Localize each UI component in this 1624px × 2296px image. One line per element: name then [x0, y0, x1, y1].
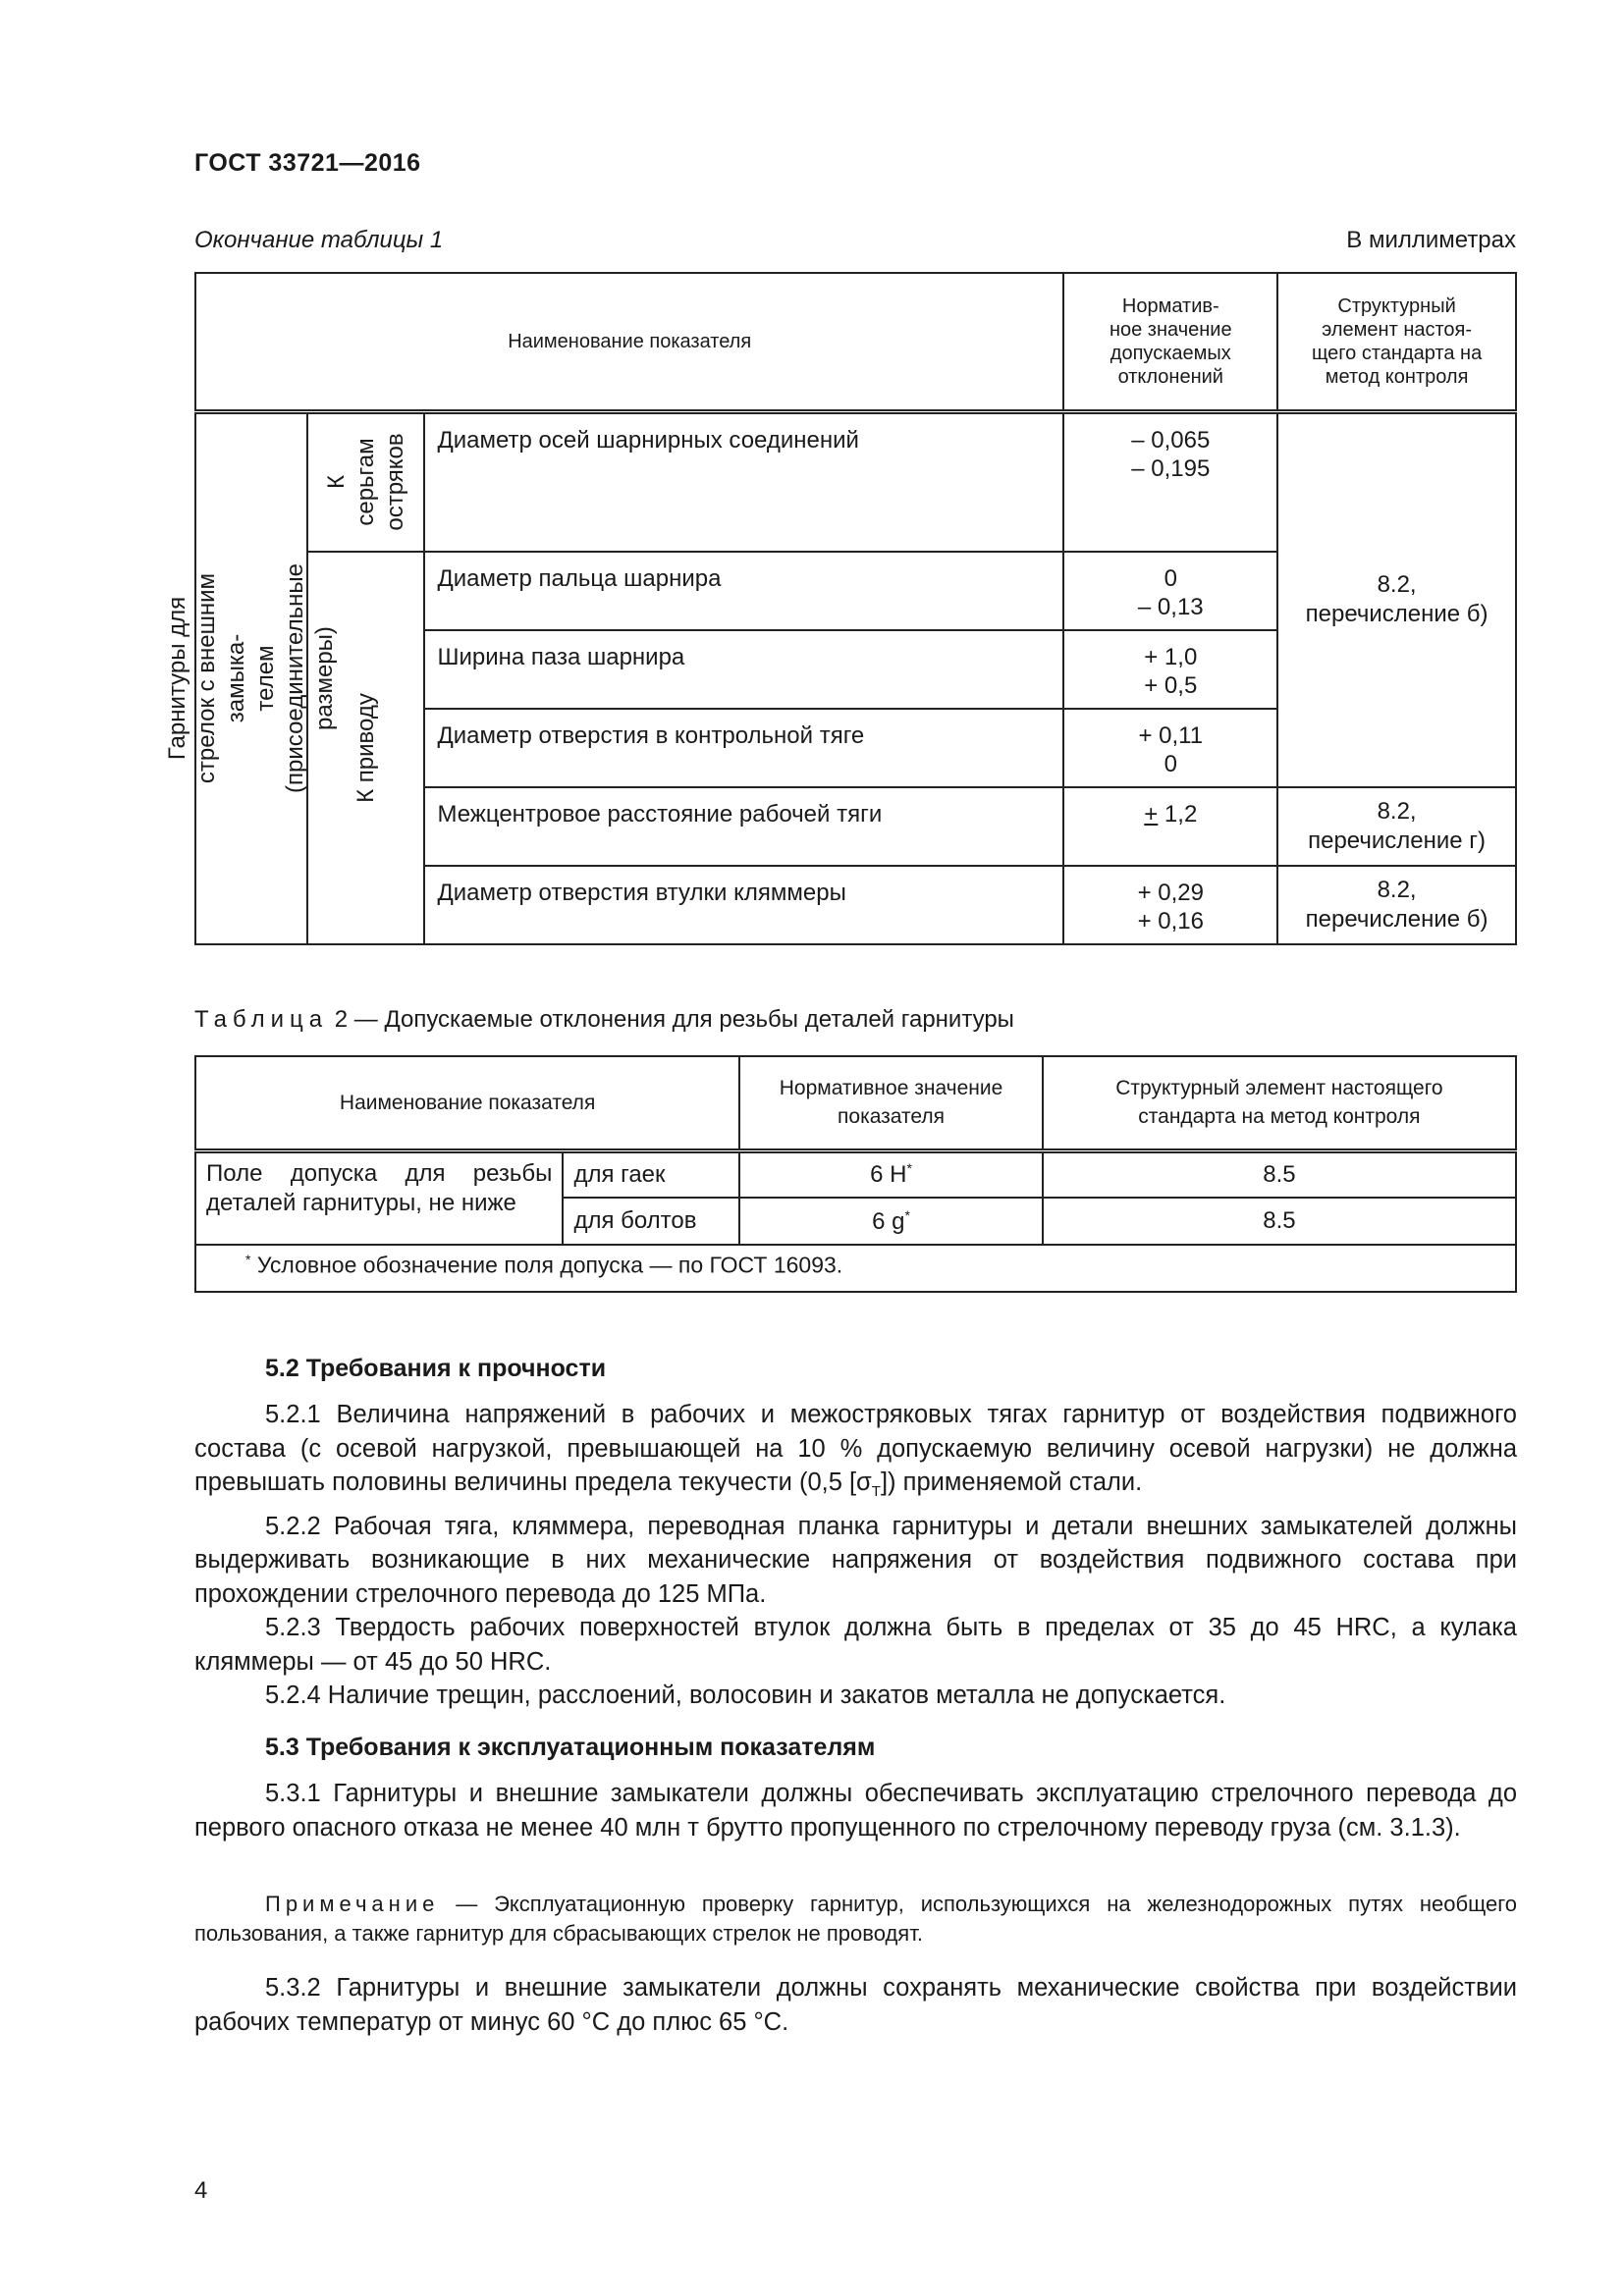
- table2-caption: [194, 1006, 1014, 1034]
- table1-units-label: В миллиметрах: [1346, 227, 1516, 253]
- table1-group-b: [307, 552, 425, 944]
- paragraph-5-3-1: 5.3.1 Гарнитуры и внешние замыкатели должны обеспечивать эксплуатацию стрелочного перевода до первого опасного отказа не менее 40 млн т брутто пропущенного по стрелочному переводу груза (см. 3.1.3).: [194, 1780, 1517, 1842]
- table2-ref: 8.5: [1043, 1198, 1516, 1245]
- section-5-3-p1: [194, 1777, 1517, 1844]
- table1-header-norm: Норматив- ное значение допускаемых отклонений: [1063, 273, 1277, 411]
- paragraph-5-2-4: 5.2.4 Наличие трещин, расслоений, волосовин и закатов металла не допускается.: [265, 1682, 1226, 1710]
- table1-row-value: [1063, 787, 1277, 866]
- table2-value: [739, 1198, 1043, 1245]
- table1-ref-cell: 8.2, перечисление б): [1277, 866, 1516, 944]
- note-word: Примечание: [265, 1892, 440, 1916]
- table1-continuation-label: Окончание таблицы 1: [194, 227, 444, 253]
- document-code-header: ГОСТ 33721—2016: [194, 149, 421, 177]
- sigma-subscript: Т: [871, 1483, 881, 1501]
- table1-row-value: + 1,0 + 0,5: [1063, 630, 1277, 709]
- footnote-mark: *: [906, 1160, 912, 1177]
- table1-row-value: 0 – 0,13: [1063, 552, 1277, 630]
- table1-row-value: + 0,29 + 0,16: [1063, 866, 1277, 944]
- table1-row-name: Диаметр отверстия в контрольной тяге: [424, 709, 1063, 787]
- table2-sub-label: для болтов: [563, 1198, 739, 1245]
- paragraph-5-2-1: [194, 1398, 1517, 1510]
- paragraph-5-3-2: 5.3.2 Гарнитуры и внешние замыкатели должны сохранять механические свойства при воздействии рабочих температур от минус 60 °С до плюс 65 °С.: [194, 1974, 1517, 2036]
- paragraph-5-2-2: 5.2.2 Рабочая тяга, кляммера, переводная планка гарнитуры и детали внешних замыкателей должны выдерживать возникающие в них механические напряжения от воздействия подвижного состава при прохождении стрелочного перевода до 125 МПа.: [194, 1512, 1517, 1608]
- table1-header-ref: Структурный элемент настоя- щего стандарта на метод контроля: [1277, 273, 1516, 411]
- table1-group-b-text: К приводу: [352, 693, 379, 803]
- table2-header-name: Наименование показателя: [195, 1056, 739, 1150]
- footnote-mark: *: [904, 1206, 910, 1223]
- table1: [163, 272, 1517, 945]
- table1-group-a: [307, 411, 425, 552]
- plus-minus-sign: +: [1144, 801, 1159, 828]
- table2-footnote: [195, 1245, 1516, 1292]
- table2: [194, 1055, 1517, 1293]
- value-text: 6 g: [872, 1207, 905, 1235]
- table2-sub-label: для гаек: [563, 1150, 739, 1198]
- table1-row-value: – 0,065 – 0,195: [1063, 411, 1277, 552]
- table1-row-name: Диаметр пальца шарнира: [424, 552, 1063, 630]
- table1-ref-cell: 8.2, перечисление г): [1277, 787, 1516, 866]
- note: [194, 1890, 1517, 1949]
- table1-group-outer-text: Гарнитуры для стрелок с внешним замыка- телем (присоединительные размеры): [163, 563, 338, 794]
- footnote-text: Условное обозначение поля допуска — по ГОСТ 16093.: [250, 1252, 843, 1278]
- table2-value: [739, 1150, 1043, 1198]
- table2-caption-text: 2 — Допускаемые отклонения для резьбы деталей гарнитуры: [328, 1006, 1014, 1033]
- table1-ref-cell: 8.2, перечисление б): [1277, 411, 1516, 787]
- table1-row-name: Диаметр осей шарнирных соединений: [424, 411, 1063, 552]
- value-rest: 1,2: [1158, 801, 1198, 828]
- table2-caption-word: Таблица: [194, 1006, 329, 1033]
- paragraph-text: 5.2.1 Величина напряжений в рабочих и межостряковых тягах гарнитур от воздействия подвижного состава (с осевой нагрузкой, превышающей на 10 % допускаемую величину осевой нагрузки) не должна превышать половины величины предела текучести (0,5 [σ: [194, 1401, 1517, 1496]
- table1-row-name: Межцентровое расстояние рабочей тяги: [424, 787, 1063, 866]
- table1-row-value: + 0,11 0: [1063, 709, 1277, 787]
- value-text: 6 H: [870, 1161, 907, 1189]
- page-number: 4: [194, 2177, 208, 2204]
- paragraph-text: ]) применяемой стали.: [880, 1468, 1143, 1496]
- section-5-3-title: 5.3 Требования к эксплуатационным показателям: [265, 1734, 876, 1761]
- table1-row-name: Диаметр отверстия втулки кляммеры: [424, 866, 1063, 944]
- table1-group-a-text: К серьгам остряков: [322, 433, 408, 531]
- section-5-2-body: [194, 1398, 1517, 1713]
- table2-ref: 8.5: [1043, 1150, 1516, 1198]
- table2-row-label: Поле допуска для резьбы деталей гарнитуры, не ниже: [195, 1150, 563, 1245]
- table1-group-outer: [163, 411, 338, 944]
- table2-header-ref: Структурный элемент настоящего стандарта на метод контроля: [1043, 1056, 1516, 1150]
- table2-header-norm: Нормативное значение показателя: [739, 1056, 1043, 1150]
- section-5-3-p2: [194, 1971, 1517, 2039]
- table1-row-name: Ширина паза шарнира: [424, 630, 1063, 709]
- note-text: — Эксплуатационную проверку гарнитур, использующихся на железнодорожных путях необщего пользования, а также гарнитур для сбрасывающих стрелок не проводят.: [194, 1892, 1517, 1946]
- paragraph-5-2-3: 5.2.3 Твердость рабочих поверхностей втулок должна быть в пределах от 35 до 45 HRC, а кулака кляммеры — от 45 до 50 HRC.: [194, 1614, 1517, 1676]
- section-5-2-title: 5.2 Требования к прочности: [265, 1355, 607, 1382]
- footnote-mark: *: [245, 1252, 251, 1267]
- table1-header-name: Наименование показателя: [195, 273, 1063, 411]
